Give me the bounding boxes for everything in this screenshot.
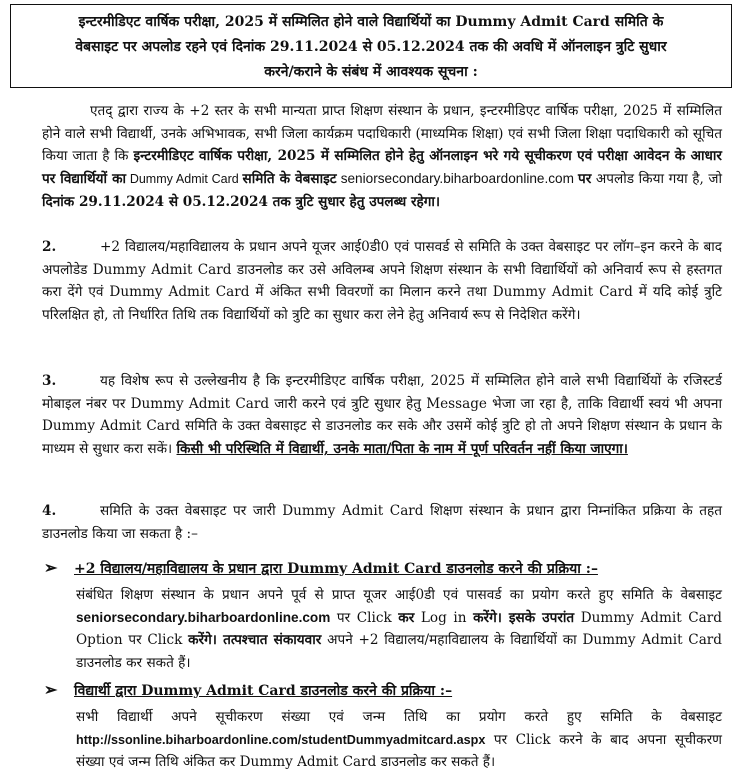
student-url-link[interactable]: http://ssonline.biharboardonline.com/studentDummyadmitcard.aspx [76,732,486,747]
arrow-bullet-icon: ➢ [44,558,58,577]
notice-title-line-3: करने/कराने के संबंध में आवश्यक सूचना : [264,64,478,80]
paragraph-1: एतद् द्वारा राज्य के +2 स्तर के सभी मान्यता प्राप्त शिक्षण संस्थान के प्रधान, इन्टरमीडिएट वार्षिक परीक्षा, 2025 में सम्मिलित होने वाले सभी विद्यार्थी, उनके अभिभावक, सभी जिला कार्यक्रम पदाधिकारी (माध्यमिक शिक्षा) एवं सभी जिला शिक्षा पदाधिकारी को सूचित किया जाता है कि इन्टरमीडिएट वार्षिक परीक्षा, 2025 में सम्मिलित होने हेतु ऑनलाइन भरे गये सूचीकरण एवं परीक्षा आवेदन के आधार पर विद्यार्थियों का Dummy Admit Card समिति के वेबसाइट seniorsecondary.biharboardonline.com पर अपलोड किया गया है, जो दिनांक 29.11.2024 से 05.12.2024 तक त्रुटि सुधार हेतु उपलब्ध रहेगा। [42,103,723,210]
arrow-bullet-icon: ➢ [44,680,58,699]
bullet-heading-2: ➢ विद्यार्थी द्वारा Dummy Admit Card डाउनलोड करने की प्रक्रिया :– [44,678,452,703]
bullet-body-2: सभी विद्यार्थी अपने सूचीकरण संख्या एवं जन्म तिथि का प्रयोग करते हुए समिति के वेबसाइट http://ssonline.biharboardonline.com/studentDummyadmitcard.aspx पर Click करने के बाद अपना सूचीकरण संख्या एवं जन्म तिथि अंकित कर Dummy Admit Card डाउनलोड कर सकते हैं। [76,709,722,771]
notice-title-box [10,4,732,88]
notice-title-line-2: वेबसाइट पर अपलोड रहने एवं दिनांक 29.11.2024 से 05.12.2024 तक की अवधि में ऑनलाइन त्रुटि सुधार [75,39,667,55]
bullet-heading-1: ➢ +2 विद्यालय/महाविद्यालय के प्रधान द्वारा Dummy Admit Card डाउनलोड करने की प्रक्रिया :– [44,556,598,581]
website-link[interactable]: seniorsecondary.biharboardonline.com [76,609,331,625]
bullet-body-1: संबंधित शिक्षण संस्थान के प्रधान अपने पूर्व से प्राप्त यूजर आई0डी एवं पासवर्ड का प्रयोग करते हुए समिति के वेबसाइट seniorsecondary.biharboardonline.com पर Click कर Log in करेंगे। इसके उपरांत Dummy Admit Card Option पर Click करेंगे। तत्पश्चात संकायवार अपने +2 विद्यालय/महाविद्यालय के विद्यार्थियों का Dummy Admit Card डाउनलोड कर सकते हैं। [76,587,722,672]
paragraph-3: 3. यह विशेष रूप से उल्लेखनीय है कि इन्टरमीडिएट वार्षिक परीक्षा, 2025 में सम्मिलित होने वाले सभी विद्यार्थियों के रजिस्टर्ड मोबाइल नंबर पर Dummy Admit Card जारी करने एवं त्रुटि सुधार हेतु Message भेजा जा रहा है, ताकि विद्यार्थी स्वयं भी अपना Dummy Admit Card समिति के उक्त वेबसाइट से डाउनलोड कर सके और उसमें कोई त्रुटि हो तो अपने शिक्षण संस्थान के प्रधान के माध्यम से सुधार करा सकें। किसी भी परिस्थिति में विद्यार्थी, उनके माता/पिता के नाम में पूर्ण परिवर्तन नहीं किया जाएगा। [42,373,722,458]
paragraph-2: 2. +2 विद्यालय/महाविद्यालय के प्रधान अपने यूजर आई0डी0 एवं पासवर्ड से समिति के उक्त वेबसाइट पर लॉग–इन करने के बाद अपलोडेड Dummy Admit Card डाउनलोड कर उसे अविलम्ब अपने शिक्षण संस्थान के सभी विद्यार्थियों को अनिवार्य रूप से हस्तगत करा देंगे एवं Dummy Admit Card में अंकित सभी विवरणों का मिलान करने तथा Dummy Admit Card में यदि कोई त्रुटि परिलक्षित हो, तो निर्धारित तिथि तक विद्यार्थियों को त्रुटि का सुधार करा लेने हेतु अनिवार्य रूप से निदेशित करेंगे। [42,239,722,324]
website-link[interactable]: seniorsecondary.biharboardonline.com [336,171,579,187]
notice-title-line-1: इन्टरमीडिएट वार्षिक परीक्षा, 2025 में सम्मिलित होने वाले विद्यार्थियों का Dummy Admit Card समिति के [78,14,664,30]
paragraph-4: 4. समिति के उक्त वेबसाइट पर जारी Dummy Admit Card शिक्षण संस्थान के प्रधान द्वारा निम्नांकित प्रक्रिया के तहत डाउनलोड किया जा सकता है :– [42,503,722,542]
